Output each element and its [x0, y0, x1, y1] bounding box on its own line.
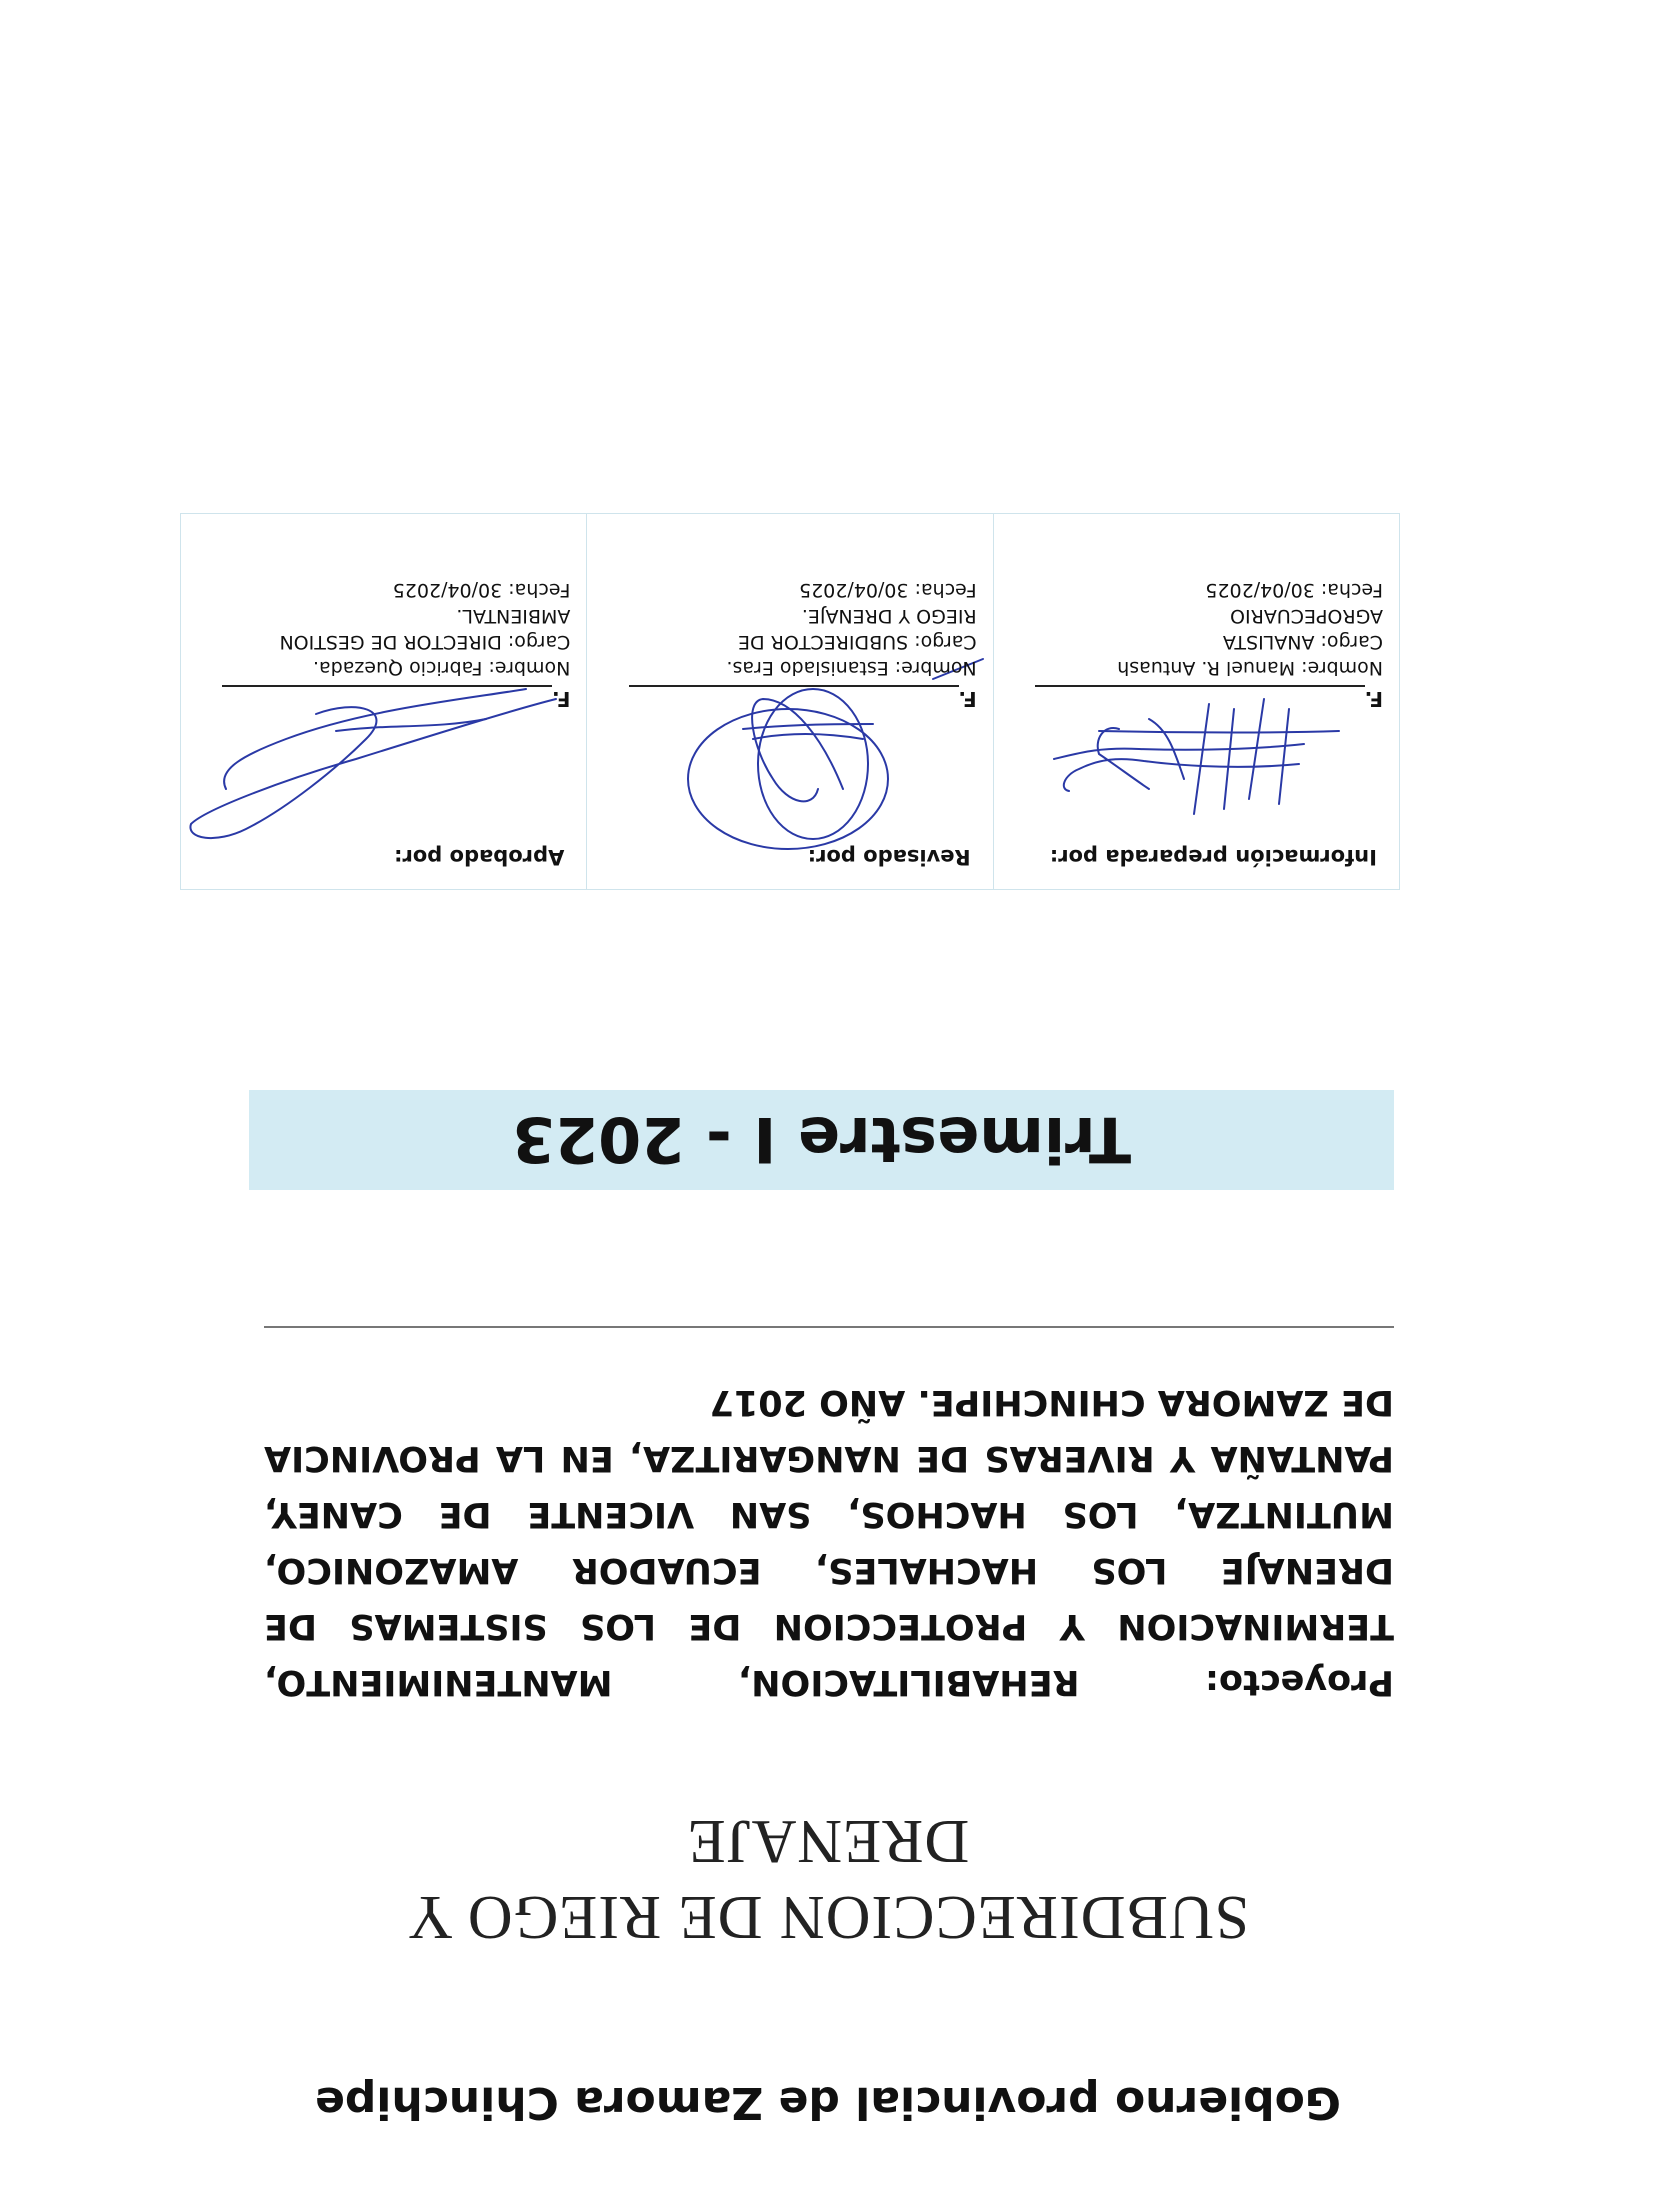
period-banner	[249, 1090, 1394, 1190]
handwritten-signature-icon	[994, 674, 1399, 849]
signature-header: Información preparada por:	[1049, 845, 1377, 869]
department-title-line1: SUBDIRECCION DE RIEGO Y	[406, 1883, 1250, 1951]
project-text: REHABILITACION, MANTENIMIENTO, TERMINACION Y PROTECCION DE LOS SISTEMAS DE DRENAJE LOS HACHALES, ECUADOR AMAZONICO, MUTINTZA, LOS HACHOS, SAN VICENTE DE CANEY, PANTAÑA Y RIVERAS DE NANGARITZA, EN LA PROVINCIA DE ZAMORA CHINCHIPE. AÑO 2017	[264, 1382, 1394, 1702]
government-title: Gobierno provincial de Zamora Chinchipe	[315, 2077, 1341, 2128]
signer-details	[200, 577, 570, 681]
period-label: Trimestre I - 2023	[511, 1103, 1132, 1177]
signer-cargo: Cargo: SUBDIRECTOR DE	[738, 631, 977, 653]
signature-f-label: F.	[958, 687, 977, 711]
signature-table	[180, 513, 1400, 890]
signer-details	[607, 577, 977, 681]
signature-line	[222, 685, 552, 687]
signature-block-approved	[181, 514, 586, 889]
signer-cargo: Cargo: ANALISTA	[1222, 631, 1383, 653]
signer-cargo-cont: AMBIENTAL.	[456, 605, 571, 627]
signature-header: Aprobado por:	[394, 845, 565, 869]
signer-cargo: Cargo: DIRECTOR DE GESTION	[279, 631, 571, 653]
project-description	[264, 1374, 1394, 1710]
signature-block-prepared	[993, 514, 1399, 889]
handwritten-signature-icon	[181, 674, 586, 849]
signature-block-reviewed	[586, 514, 992, 889]
project-label: Proyecto:	[1204, 1662, 1394, 1702]
signature-header: Revisado por:	[807, 845, 971, 869]
signer-details	[1013, 577, 1383, 681]
department-title	[0, 1803, 1656, 1955]
signature-line	[629, 685, 959, 687]
signer-name: Nombre: Manuel R. Antuash	[1117, 657, 1383, 679]
divider	[264, 1326, 1394, 1328]
signature-line	[1035, 685, 1365, 687]
handwritten-signature-icon	[588, 674, 993, 849]
signer-date: Fecha: 30/04/2025	[392, 579, 571, 601]
signer-name: Nombre: Fabricio Quezada.	[312, 657, 571, 679]
signature-f-label: F.	[552, 687, 571, 711]
signer-cargo-cont: RIEGO Y DRENAJE.	[801, 605, 977, 627]
signer-cargo-cont: AGROPECUARIO	[1230, 605, 1383, 627]
signature-f-label: F.	[1364, 687, 1383, 711]
signer-date: Fecha: 30/04/2025	[1205, 579, 1383, 601]
signer-date: Fecha: 30/04/2025	[799, 579, 977, 601]
signer-name: Nombre: Estanislado Eras.	[726, 657, 977, 679]
department-title-line2: DRENAJE	[686, 1807, 970, 1875]
